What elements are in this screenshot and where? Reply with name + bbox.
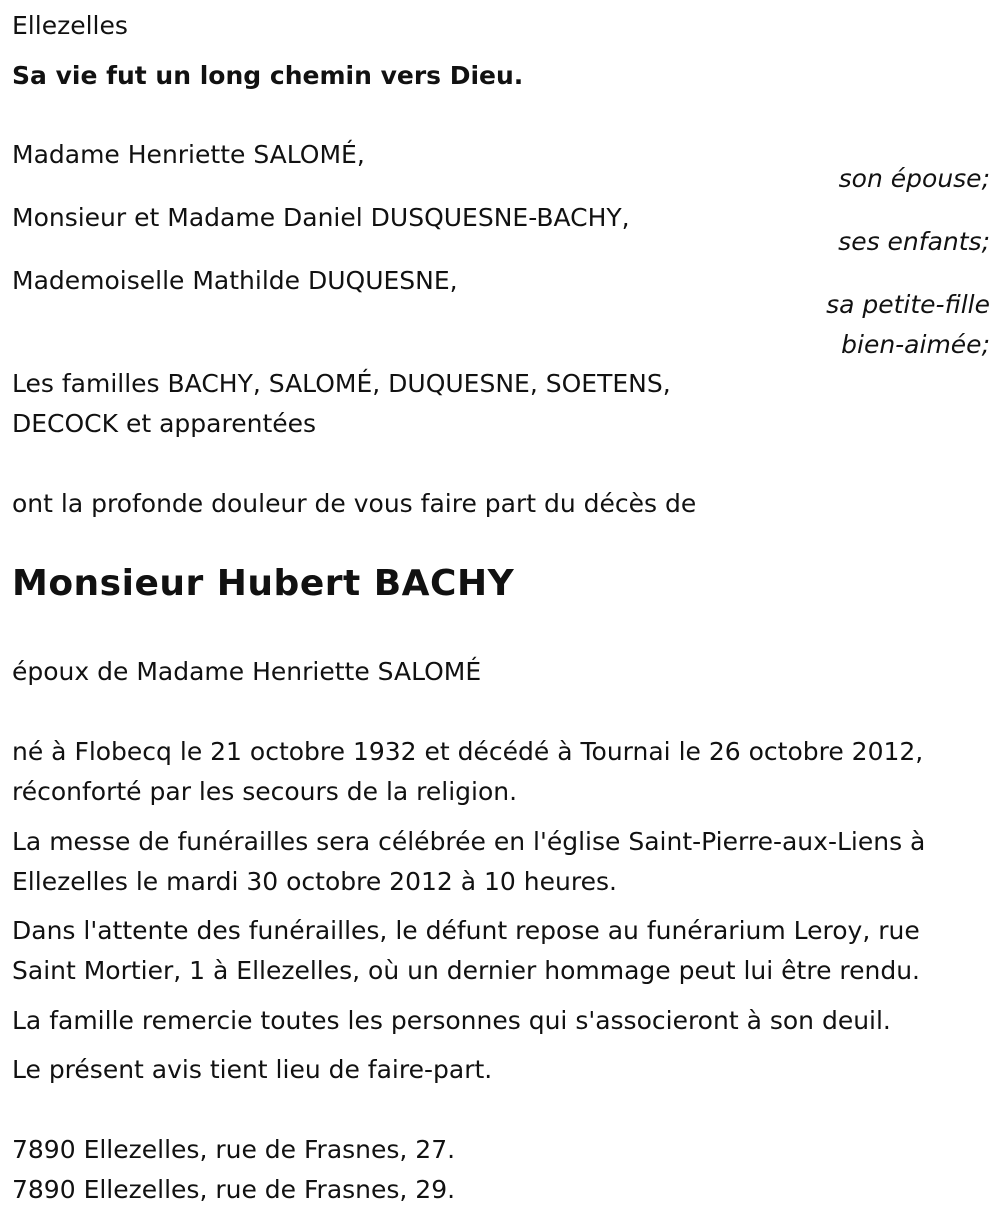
location-heading: Ellezelles — [12, 11, 128, 40]
mourner-granddaughter-name: Mademoiselle Mathilde DUQUESNE, — [12, 266, 458, 295]
address-2: 7890 Ellezelles, rue de Frasnes, 29. — [12, 1175, 456, 1204]
birth-death-line2: réconforté par les secours de la religion. — [12, 777, 518, 806]
mourner-children-name: Monsieur et Madame Daniel DUSQUESNE-BACHY, — [12, 203, 630, 232]
thanks-text: La famille remercie toutes les personnes qui s'associeront à son deuil. — [12, 1006, 891, 1035]
deceased-spouse: époux de Madame Henriette SALOMÉ — [12, 657, 482, 686]
address-1: 7890 Ellezelles, rue de Frasnes, 27. — [12, 1135, 456, 1164]
funerarium-line2: Saint Mortier, 1 à Ellezelles, où un dernier hommage peut lui être rendu. — [12, 956, 921, 985]
deceased-name: Monsieur Hubert BACHY — [12, 563, 515, 604]
mourner-spouse-relation: son épouse; — [838, 164, 990, 193]
mourner-children-relation: ses enfants; — [838, 227, 990, 256]
motto: Sa vie fut un long chemin vers Dieu. — [12, 61, 524, 90]
families-line2: DECOCK et apparentées — [12, 409, 317, 438]
mourner-spouse-name: Madame Henriette SALOMÉ, — [12, 140, 365, 169]
funerarium-line1: Dans l'attente des funérailles, le défunt repose au funérarium Leroy, rue — [12, 916, 920, 945]
mourner-granddaughter-relation-line1: sa petite-fille — [826, 290, 990, 319]
birth-death-line1: né à Flobecq le 21 octobre 1932 et décédé à Tournai le 26 octobre 2012, — [12, 737, 924, 766]
families-line1: Les familles BACHY, SALOMÉ, DUQUESNE, SOETENS, — [12, 369, 671, 398]
announcement: ont la profonde douleur de vous faire part du décès de — [12, 489, 697, 518]
mourner-granddaughter-relation-line2: bien-aimée; — [841, 330, 990, 359]
faire-part-notice: Le présent avis tient lieu de faire-part. — [12, 1055, 493, 1084]
mass-line2: Ellezelles le mardi 30 octobre 2012 à 10 heures. — [12, 867, 617, 896]
mass-line1: La messe de funérailles sera célébrée en l'église Saint-Pierre-aux-Liens à — [12, 827, 926, 856]
